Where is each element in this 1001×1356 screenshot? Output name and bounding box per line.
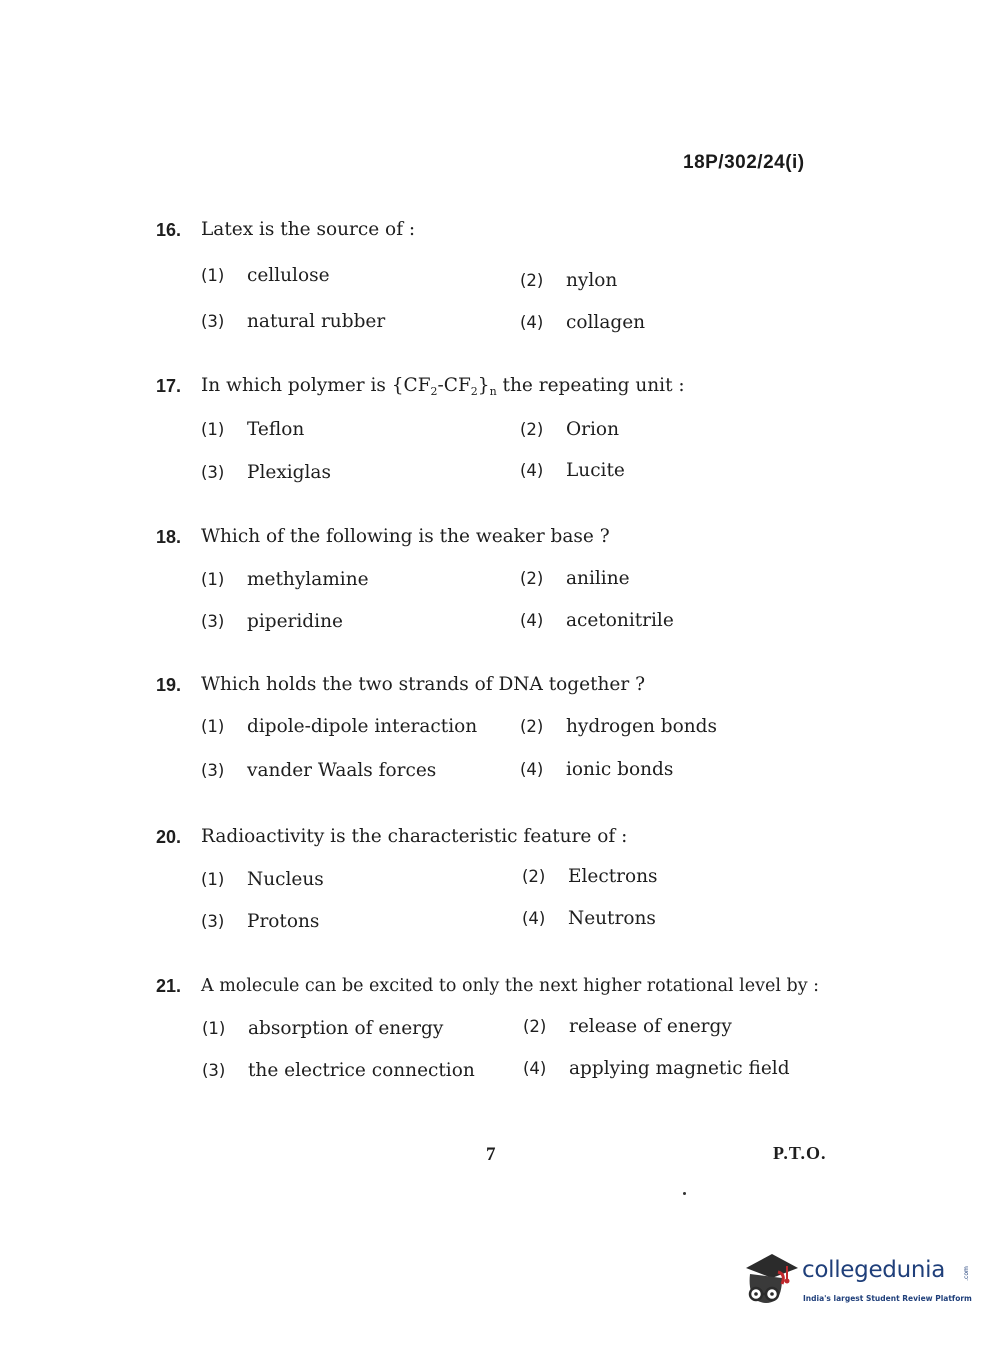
question-text: In which polymer is $\{CF_2-CF_2\}_n$ the repeating unit :	[201, 375, 685, 398]
page-number: 7	[486, 1144, 496, 1165]
option-3	[201, 460, 331, 486]
option-text: cellulose	[247, 265, 330, 286]
option-number: (4)	[523, 1059, 547, 1078]
option-text: aniline	[566, 568, 630, 589]
option-number: (4)	[520, 611, 544, 630]
question-17	[156, 371, 856, 483]
option-number: (3)	[201, 612, 225, 631]
option-number: (2)	[520, 271, 544, 290]
option-1	[201, 567, 369, 593]
option-number: (4)	[520, 760, 544, 779]
question-21	[156, 971, 856, 1081]
option-text: Lucite	[566, 460, 625, 481]
option-text: Electrons	[568, 866, 658, 887]
option-number: (1)	[201, 570, 225, 589]
option-text: Protons	[247, 911, 320, 932]
option-4	[520, 310, 645, 336]
option-text: Nucleus	[247, 869, 324, 890]
scan-speck	[683, 1192, 686, 1195]
option-text: absorption of energy	[248, 1018, 444, 1039]
option-text: Teflon	[247, 419, 305, 440]
question-text: Which holds the two strands of DNA together ?	[201, 674, 646, 695]
option-text: methylamine	[247, 569, 369, 590]
option-4	[520, 757, 673, 783]
option-4	[520, 608, 674, 634]
option-number: (3)	[201, 761, 225, 780]
option-3	[201, 609, 343, 635]
option-number: (1)	[201, 266, 225, 285]
option-3	[201, 309, 385, 335]
option-text: natural rubber	[247, 311, 386, 332]
question-text: Latex is the source of :	[201, 219, 416, 240]
question-text: A molecule can be excited to only the next higher rotational level by :	[201, 976, 820, 996]
option-number: (1)	[202, 1019, 226, 1038]
option-number: (1)	[201, 420, 225, 439]
option-1	[202, 1016, 443, 1042]
option-text: piperidine	[247, 611, 343, 632]
option-2	[520, 268, 617, 294]
option-2	[520, 417, 619, 443]
question-text: Radioactivity is the characteristic feature of :	[201, 826, 628, 847]
option-text: the electrice connection	[248, 1060, 475, 1081]
option-1	[201, 867, 324, 893]
option-text: nylon	[566, 270, 618, 291]
option-number: (2)	[520, 420, 544, 439]
option-text: vander Waals forces	[247, 760, 437, 781]
option-number: (4)	[522, 909, 546, 928]
option-3	[201, 758, 436, 784]
brand-tagline: India's largest Student Review Platform	[803, 1294, 972, 1303]
option-1	[201, 263, 330, 289]
option-number: (1)	[201, 717, 225, 736]
option-4	[523, 1056, 790, 1082]
option-number: (2)	[520, 569, 544, 588]
question-text: Which of the following is the weaker base ?	[201, 526, 610, 547]
option-text: release of energy	[569, 1016, 732, 1037]
option-4	[520, 458, 625, 484]
option-text: applying magnetic field	[569, 1058, 790, 1079]
question-number: 17.	[156, 376, 182, 396]
option-number: (3)	[202, 1061, 226, 1080]
option-text: Neutrons	[568, 908, 656, 929]
question-19	[156, 670, 856, 781]
option-number: (4)	[520, 313, 544, 332]
option-number: (2)	[523, 1017, 547, 1036]
brand-domain: .com	[962, 1266, 970, 1281]
paper-code: 18P/302/24(i)	[683, 152, 805, 173]
brand-name: collegedunia	[802, 1257, 946, 1283]
option-text: Plexiglas	[247, 462, 331, 483]
option-2	[520, 566, 630, 592]
question-20	[156, 822, 856, 932]
option-1	[201, 714, 477, 740]
mascot-icon	[742, 1248, 800, 1312]
option-text: acetonitrile	[566, 610, 674, 631]
question-number: 16.	[156, 220, 182, 240]
option-number: (3)	[201, 912, 225, 931]
option-4	[522, 906, 656, 932]
question-number: 18.	[156, 527, 182, 547]
collegedunia-logo	[742, 1248, 972, 1318]
option-text: Orion	[566, 419, 619, 440]
option-number: (2)	[520, 717, 544, 736]
option-text: collagen	[566, 312, 646, 333]
option-number: (1)	[201, 870, 225, 889]
option-2	[520, 714, 717, 740]
option-2	[522, 864, 658, 890]
option-number: (4)	[520, 461, 544, 480]
question-number: 20.	[156, 827, 182, 847]
option-3	[201, 909, 319, 935]
option-1	[201, 417, 304, 443]
option-number: (3)	[201, 312, 225, 331]
option-2	[523, 1014, 732, 1040]
option-3	[202, 1058, 475, 1084]
option-number: (2)	[522, 867, 546, 886]
option-number: (3)	[201, 463, 225, 482]
pto-label: P.T.O.	[773, 1143, 827, 1163]
question-16	[156, 215, 856, 333]
question-18	[156, 522, 856, 632]
option-text: ionic bonds	[566, 759, 674, 780]
question-number: 21.	[156, 976, 182, 996]
option-text: hydrogen bonds	[566, 716, 718, 737]
question-number: 19.	[156, 675, 182, 695]
option-text: dipole-dipole interaction	[247, 716, 478, 737]
